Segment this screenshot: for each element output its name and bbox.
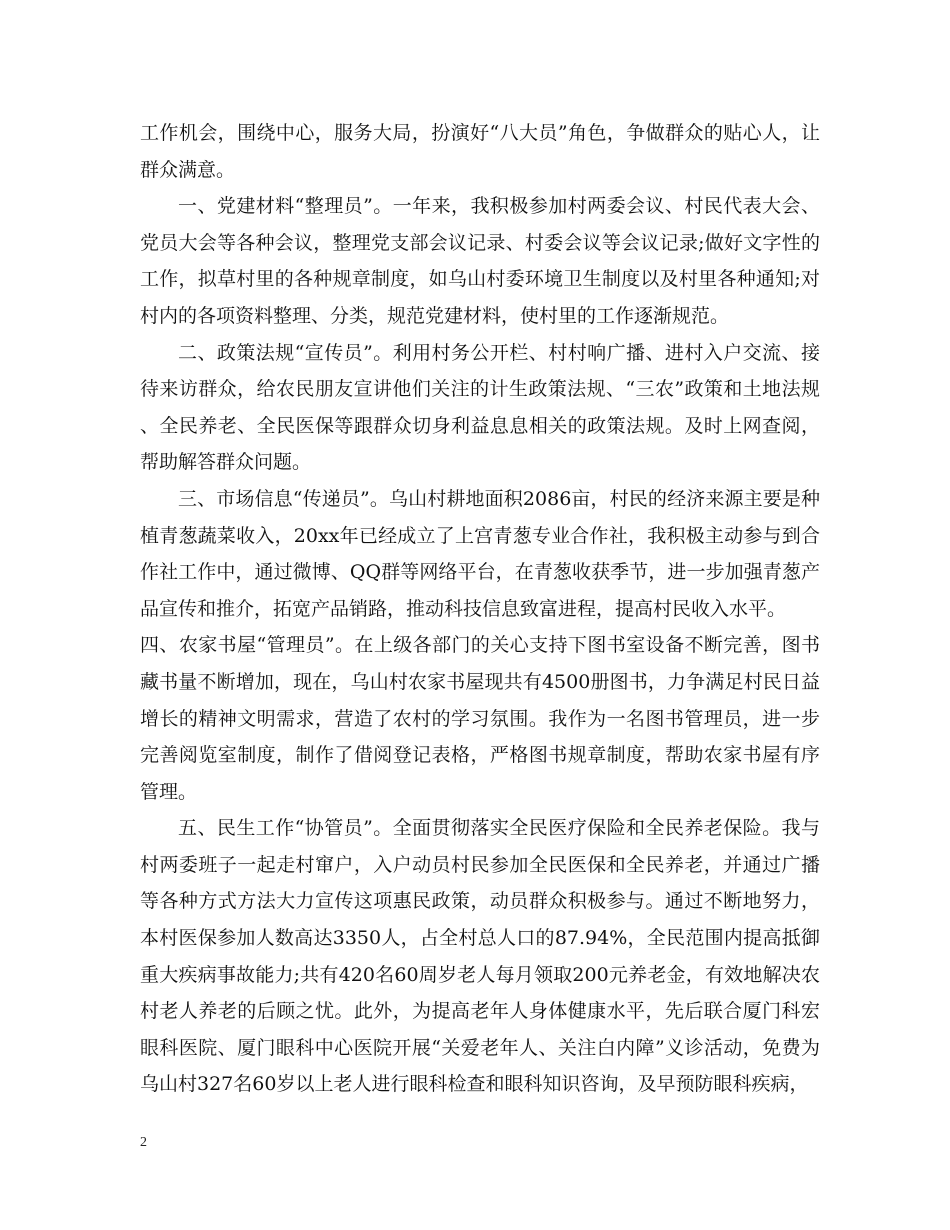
paragraph-1: 工作机会，围绕中心，服务大局，扮演好“八大员”角色，争做群众的贴心人，让群众满意。 <box>140 122 820 181</box>
document-body <box>140 115 820 1103</box>
paragraph-4: 三、市场信息“传递员”。乌山村耕地面积2086亩，村民的经济来源主要是种植青葱蔬菜收入，20xx年已经成立了上宫青葱专业合作社，我积极主动参与到合作社工作中，通过微博、QQ群等网络平台，在青葱收获季节，进一步加强青葱产品宣传和推介，拓宽产品销路，推动科技信息致富进程，提高村民收入水平。 <box>140 487 820 620</box>
paragraph-3: 二、政策法规“宣传员”。利用村务公开栏、村村响广播、进村入户交流、接待来访群众，给农民朋友宣讲他们关注的计生政策法规、“三农”政策和土地法规、全民养老、全民医保等跟群众切身利益息息相关的政策法规。及时上网查阅，帮助解答群众问题。 <box>140 341 820 474</box>
paragraph-2: 一、党建材料“整理员”。一年来，我积极参加村两委会议、村民代表大会、党员大会等各种会议，整理党支部会议记录、村委会议等会议记录;做好文字性的工作，拟草村里的各种规章制度，如乌山村委环境卫生制度以及村里各种通知;对村内的各项资料整理、分类，规范党建材料，使村里的工作逐渐规范。 <box>140 195 820 327</box>
page-number: 2 <box>140 1135 147 1150</box>
paragraph-5: 四、农家书屋“管理员”。在上级各部门的关心支持下图书室设备不断完善，图书藏书量不断增加，现在，乌山村农家书屋现共有4500册图书，力争满足村民日益增长的精神文明需求，营造了农村的学习氛围。我作为一名图书管理员，进一步完善阅览室制度，制作了借阅登记表格，严格图书规章制度，帮助农家书屋有序管理。 <box>140 634 820 803</box>
paragraph-6: 五、民生工作“协管员”。全面贯彻落实全民医疗保险和全民养老保险。我与村两委班子一起走村窜户，入户动员村民参加全民医保和全民养老，并通过广播等各种方式方法大力宣传这项惠民政策，动员群众积极参与。通过不断地努力，本村医保参加人数高达3350人，占全村总人口的87.94%，全民范围内提高抵御重大疾病事故能力;共有420名60周岁老人每月领取200元养老金，有效地解决农村老人养老的后顾之忧。此外，为提高老年人身体健康水平，先后联合厦门科宏眼科医院、厦门眼科中心医院开展“关爱老年人、关注白内障”义诊活动，免费为乌山村327名60岁以上老人进行眼科检查和眼科知识咨询，及早预防眼科疾病， <box>140 817 820 1096</box>
